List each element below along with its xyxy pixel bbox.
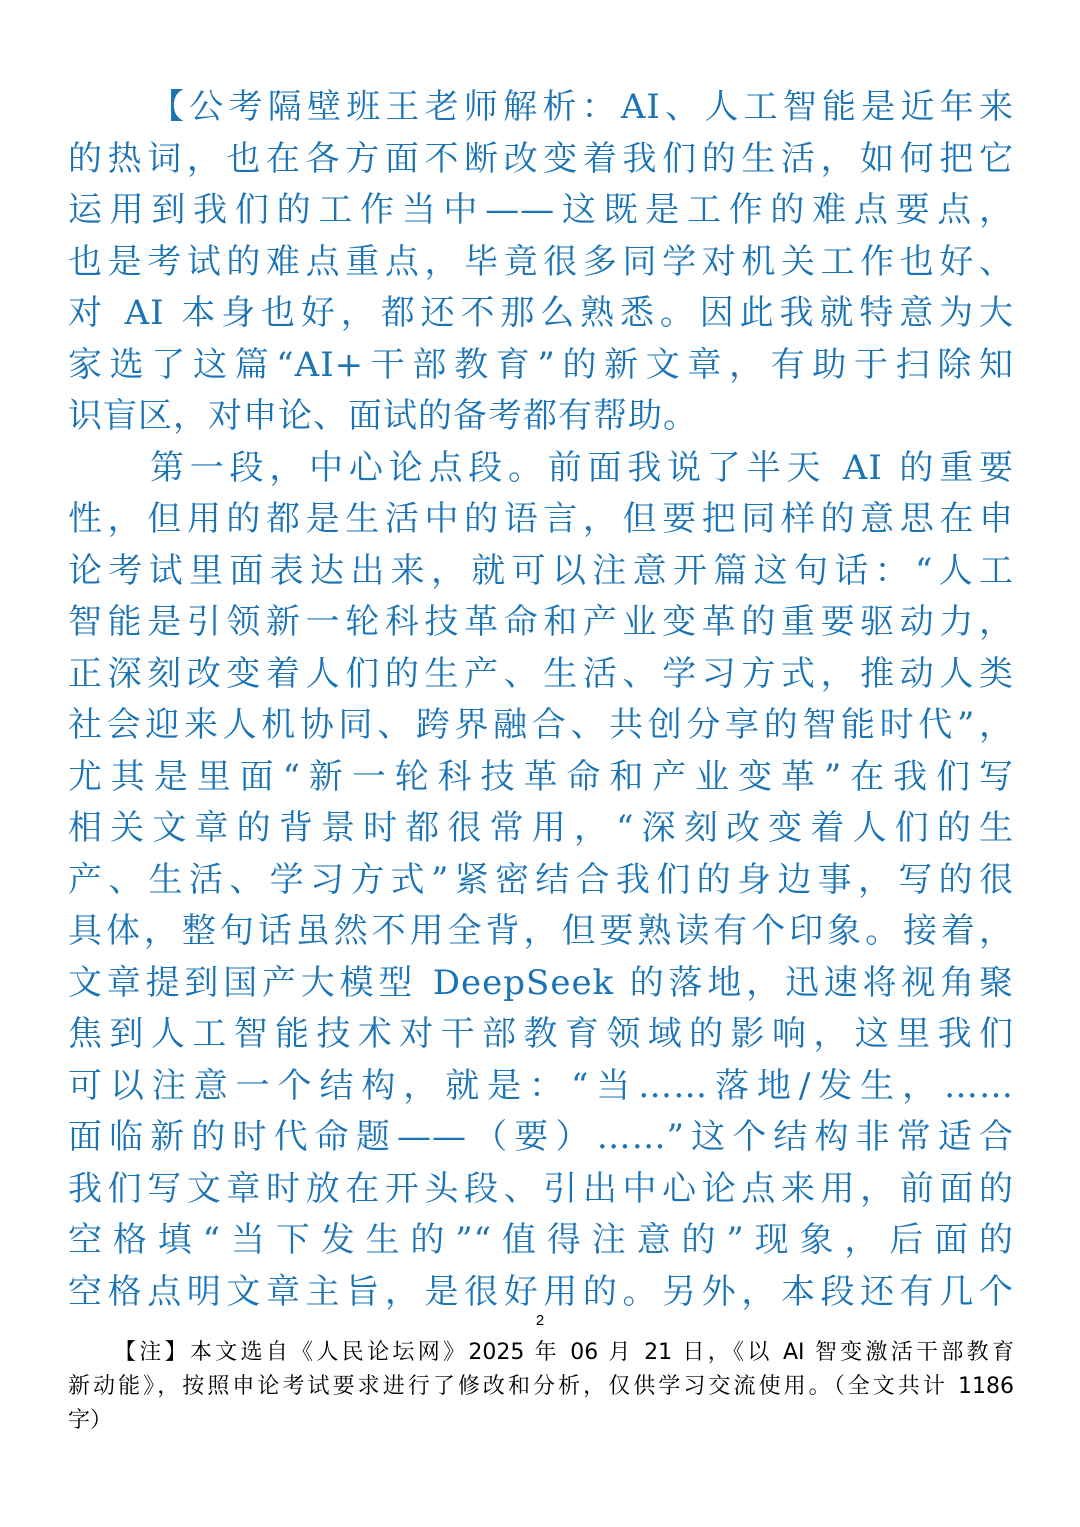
note-line: 字）	[68, 1408, 113, 1433]
body-line: 也是考试的难点重点，毕竟很多同学对机关工作也好、	[68, 241, 1014, 282]
body-line: 相关文章的背景时都很常用，“深刻改变着人们的生	[68, 808, 1014, 848]
page-number: 2	[535, 1312, 545, 1329]
body-line: 的热词，也在各方面不断改变着我们的生活，如何把它	[68, 138, 1014, 179]
body-line: 对 AI 本身也好，都还不那么熟悉。因此我就特意为大	[68, 293, 1014, 333]
body-line: 论考试里面表达出来，就可以注意开篇这句话：“人工	[68, 550, 1014, 591]
source-note	[68, 1336, 1014, 1438]
note-line: 【注】本文选自《人民论坛网》2025 年 06 月 21 日，《以 AI 智变激活干部教育	[114, 1340, 1014, 1365]
body-line: 面临新的时代命题——（要）……”这个结构非常适合	[68, 1117, 1014, 1157]
body-line: 文章提到国产大模型 DeepSeek 的落地，迅速将视角聚	[68, 962, 1014, 1003]
body-line: 我们写文章时放在开头段、引出中心论点来用，前面的	[68, 1168, 1014, 1209]
body-line: 空格填“当下发生的”“值得注意的”现象，后面的	[68, 1220, 1014, 1260]
body-line: 【公考隔壁班王老师解析：AI、人工智能是近年来	[150, 87, 1014, 127]
body-line: 运用到我们的工作当中——这既是工作的难点要点，	[68, 190, 1014, 230]
body-line: 性，但用的都是生活中的语言，但要把同样的意思在申	[68, 499, 1014, 539]
body-line: 可以注意一个结构，就是：“当……落地/发生，……	[68, 1065, 1014, 1106]
body-line: 尤其是里面“新一轮科技革命和产业变革”在我们写	[68, 756, 1014, 797]
body-line: 第一段，中心论点段。前面我说了半天 AI 的重要	[150, 447, 1014, 488]
body-line: 社会迎来人机协同、跨界融合、共创分享的智能时代”，	[68, 705, 1014, 745]
body-line: 智能是引领新一轮科技革命和产业变革的重要驱动力，	[68, 602, 1014, 642]
body-line: 正深刻改变着人们的生产、生活、学习方式，推动人类	[68, 653, 1014, 694]
body-line: 家选了这篇“AI+干部教育”的新文章，有助于扫除知	[68, 344, 1014, 385]
note-line: 新动能》，按照申论考试要求进行了修改和分析，仅供学习交流使用。（全文共计 1186	[68, 1374, 1014, 1399]
body-line: 空格点明文章主旨，是很好用的。另外，本段还有几个	[68, 1271, 1014, 1312]
body-line: 产、生活、学习方式”紧密结合我们的身边事，写的很	[68, 859, 1014, 900]
body-line: 焦到人工智能技术对干部教育领域的影响，这里我们	[68, 1014, 1014, 1054]
body-line: 具体，整句话虽然不用全背，但要熟读有个印象。接着，	[68, 911, 1014, 951]
analysis-body-text	[68, 82, 1014, 1318]
body-line: 识盲区，对申论、面试的备考都有帮助。	[68, 396, 698, 436]
